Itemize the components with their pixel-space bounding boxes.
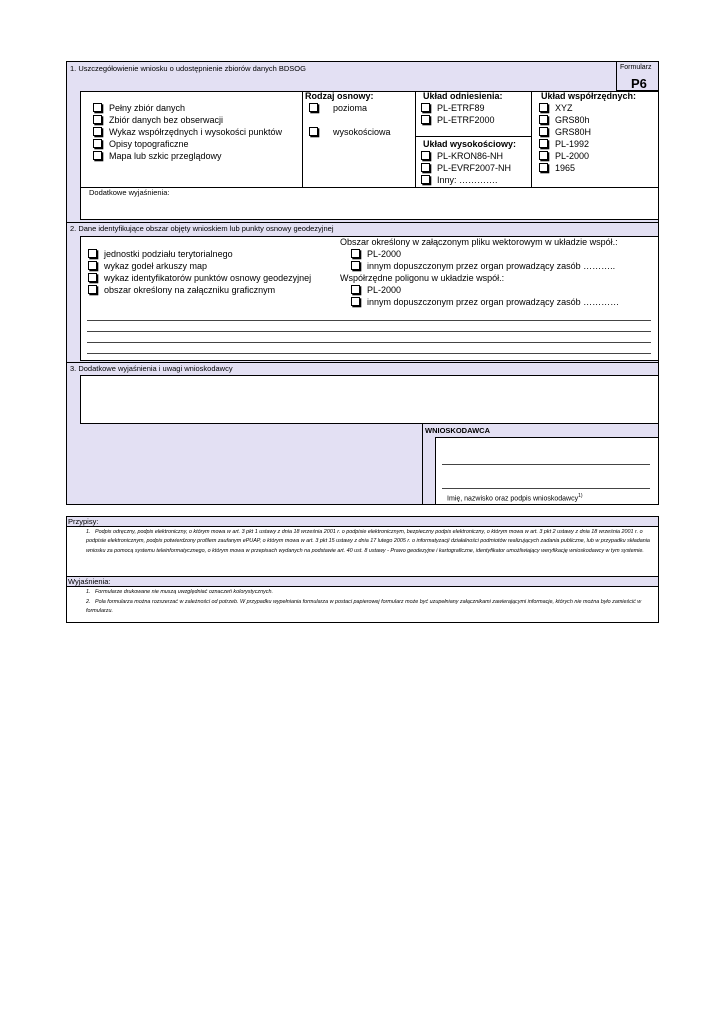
signature-line: [442, 464, 650, 465]
polygon-option[interactable]: PL-2000: [351, 285, 401, 296]
regulation-note: 1. Podpis odręczny, podpis elektroniczny, o którym mowa w art. 3 pkt 1 ustawy z dnia 18 września 2001 r. o podpisie elektronicznym, bezpieczny podpis elektroniczny, o którym mowa w art. 3 pkt 2 ustawy z dnia 18 września 2001 r. o podpisie elektronicznym, podpis potwierdzony profilem zaufanym ePUAP, o którym mowa w art. 3 pkt 15 ustawy z dnia 17 lutego 2005 r. o informatyzacji działalności podmiotów realizujących zadania publiczne, lub w przypadku składania wniosku za pomocą systemu teleinformatycznego, o którym mowa w przepisach wydanych na podstawie art. 40 ust. 8 ustawy - Prawo geodezyjne i kartograficzne, identyfikator umożliwiający weryfikację wnioskodawcy w tym systemie.: [86, 529, 650, 554]
area-option[interactable]: jednostki podziału terytorialnego: [88, 249, 233, 260]
coordinate-system-option[interactable]: 1965: [539, 163, 575, 174]
additional-explanations-label: Dodatkowe wyjaśnienia:: [89, 188, 170, 197]
explanation-note: 2. Pola formularza można rozszerzać w zależności od potrzeb. W przypadku wypełniania formularza w postaci papierowej formularz może być uzupełniany załącznikami zawierającymi informacje, których nie można było zamieścić w formularzu.: [86, 599, 642, 615]
section1-divider-2: [415, 91, 416, 188]
explanations-label: Wyjaśnienia:: [68, 577, 111, 586]
signature-footnote-ref: 1): [578, 493, 583, 499]
writing-line[interactable]: [87, 342, 651, 343]
checkbox[interactable]: [351, 297, 360, 306]
applicant-separator: [422, 424, 423, 505]
checkbox[interactable]: [93, 139, 102, 148]
area-option[interactable]: obszar określony na załączniku graficznym: [88, 285, 275, 296]
checkbox[interactable]: [539, 163, 548, 172]
section1-title: 1. Uszczegółowienie wniosku o udostępnienie zbiorów danych BDSOG: [70, 64, 306, 73]
height-system-label: Układ wysokościowy:: [423, 139, 517, 149]
checkbox[interactable]: [539, 103, 548, 112]
coordinate-system-label: Układ współrzędnych:: [541, 91, 637, 101]
explanations-header: [66, 576, 659, 587]
writing-line[interactable]: [87, 353, 651, 354]
checkbox[interactable]: [421, 115, 430, 124]
height-system-divider: [415, 136, 531, 137]
checkbox[interactable]: [421, 151, 430, 160]
checkbox[interactable]: [351, 249, 360, 258]
additional-explanations-field[interactable]: [80, 187, 659, 220]
checkbox[interactable]: [88, 261, 97, 270]
checkbox[interactable]: [539, 115, 548, 124]
area-option[interactable]: wykaz godeł arkuszy map: [88, 261, 207, 272]
applicant-signature-box[interactable]: [435, 437, 659, 505]
coordinate-system-option[interactable]: GRS80H: [539, 127, 591, 138]
checkbox[interactable]: [539, 127, 548, 136]
section1-divider-1: [302, 91, 303, 188]
checkbox[interactable]: [351, 261, 360, 270]
checkbox[interactable]: [93, 151, 102, 160]
network-type-option[interactable]: pozioma: [309, 103, 367, 114]
height-system-option[interactable]: PL-EVRF2007-NH: [421, 163, 511, 174]
vector-file-option[interactable]: innym dopuszczonym przez organ prowadzący zasób ………..: [351, 261, 615, 272]
coordinate-system-option[interactable]: PL-1992: [539, 139, 589, 150]
polygon-option[interactable]: innym dopuszczonym przez organ prowadzący zasób …………: [351, 297, 619, 308]
dataset-option[interactable]: Opisy topograficzne: [93, 139, 189, 150]
checkbox[interactable]: [539, 139, 548, 148]
dataset-option[interactable]: Pełny zbiór danych: [93, 103, 185, 114]
reference-system-option[interactable]: PL-ETRF2000: [421, 115, 495, 126]
checkbox[interactable]: [88, 285, 97, 294]
checkbox[interactable]: [93, 115, 102, 124]
signature-line: [442, 488, 650, 489]
coordinate-system-option[interactable]: GRS80h: [539, 115, 590, 126]
reference-system-option[interactable]: PL-ETRF89: [421, 103, 485, 114]
section3-separator: [66, 362, 659, 363]
section2-separator: [66, 222, 659, 223]
writing-line[interactable]: [87, 320, 651, 321]
checkbox[interactable]: [309, 103, 318, 112]
explanation-note: 1. Formularze drukowane nie muszą uwzględniać oznaczeń kolorystycznych.: [86, 589, 273, 595]
signature-label: Imię, nazwisko oraz podpis wnioskodawcy$^{1)}$: [447, 493, 583, 503]
network-type-label: Rodzaj osnowy:: [305, 91, 374, 101]
reference-system-label: Układ odniesienia:: [423, 91, 503, 101]
regulations-header: [66, 516, 659, 527]
checkbox[interactable]: [88, 273, 97, 282]
section3-title: 3. Dodatkowe wyjaśnienia i uwagi wnioskodawcy: [70, 364, 233, 373]
writing-line[interactable]: [87, 331, 651, 332]
height-system-option[interactable]: Inny: ………….: [421, 175, 498, 186]
checkbox[interactable]: [421, 175, 430, 184]
checkbox[interactable]: [421, 163, 430, 172]
applicant-title: WNIOSKODAWCA: [425, 426, 490, 435]
form-code: P6: [631, 76, 647, 91]
polygon-label: Współrzędne poligonu w układzie współ.:: [340, 273, 505, 283]
form-label: Formularz: [620, 64, 652, 71]
checkbox[interactable]: [539, 151, 548, 160]
coordinate-system-option[interactable]: XYZ: [539, 103, 573, 114]
checkbox[interactable]: [93, 103, 102, 112]
checkbox[interactable]: [93, 127, 102, 136]
checkbox[interactable]: [88, 249, 97, 258]
dataset-option[interactable]: Zbiór danych bez obserwacji: [93, 115, 223, 126]
checkbox[interactable]: [309, 127, 318, 136]
regulations-label: Przypisy:: [68, 517, 99, 526]
dataset-option[interactable]: Mapa lub szkic przeglądowy: [93, 151, 222, 162]
checkbox[interactable]: [351, 285, 360, 294]
dataset-option[interactable]: Wykaz współrzędnych i wysokości punktów: [93, 127, 282, 138]
section2-title: 2. Dane identyfikujące obszar objęty wnioskiem lub punkty osnowy geodezyjnej: [70, 224, 334, 233]
checkbox[interactable]: [421, 103, 430, 112]
section1-divider-3: [531, 91, 532, 188]
coordinate-system-option[interactable]: PL-2000: [539, 151, 589, 162]
vector-file-option[interactable]: PL-2000: [351, 249, 401, 260]
vector-file-label: Obszar określony w załączonym pliku wektorowym w układzie współ.:: [340, 237, 618, 247]
network-type-option[interactable]: wysokościowa: [309, 127, 391, 138]
form-code-box: [616, 61, 659, 91]
additional-remarks-field[interactable]: [80, 375, 659, 424]
area-option[interactable]: wykaz identyfikatorów punktów osnowy geodezyjnej: [88, 273, 311, 284]
height-system-option[interactable]: PL-KRON86-NH: [421, 151, 503, 162]
